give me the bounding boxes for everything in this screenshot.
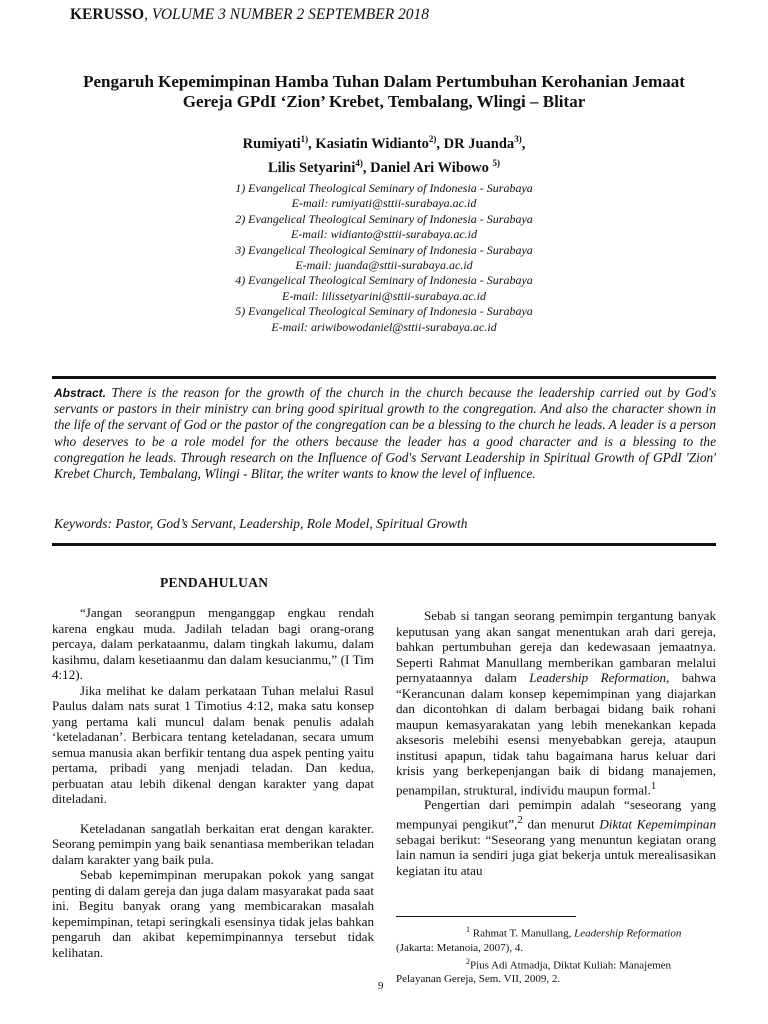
author-line-1	[60, 130, 708, 154]
running-header	[70, 6, 429, 24]
journal-name: KERUSSO	[70, 6, 145, 23]
footnote-rule	[396, 916, 576, 917]
affiliation-institution: 1) Evangelical Theological Seminary of Indonesia - Surabaya	[235, 181, 533, 195]
author-separator: ,	[308, 135, 316, 152]
title-line-2: Gereja GPdI ‘Zion’ Krebet, Tembalang, Wlingi – Blitar	[182, 92, 586, 111]
author-name: Lilis Setyarini	[267, 159, 356, 176]
book-title: Leadership Reformation	[529, 670, 667, 685]
footnote-ref: 1	[650, 779, 657, 792]
abstract-top-rule	[52, 376, 716, 379]
footnote-book-title: Leadership Reformation	[574, 927, 682, 940]
affiliation-list	[60, 181, 708, 335]
abstract-bottom-rule	[52, 543, 716, 546]
paragraph-text: sebagai berikut: “Seseorang yang menuntun kegiatan orang lain namun ia sendiri juga giat bekerja untuk merealisasikan kegiatan itu atau	[396, 831, 716, 878]
affiliation-institution: 4) Evangelical Theological Seminary of Indonesia - Surabaya	[235, 273, 533, 288]
author-separator: ,	[521, 135, 526, 152]
footnote-text: Pius Adi Atmadja, Diktat Kuliah: Manajemen Pelayanan Gereja, Sem. VII, 2009, 2.	[396, 959, 672, 986]
keywords: Keywords: Pastor, God’s Servant, Leadership, Role Model, Spiritual Growth	[54, 516, 468, 531]
author-name: Kasiatin Widianto	[315, 135, 429, 152]
left-column	[52, 605, 374, 960]
affiliation-institution: 2) Evangelical Theological Seminary of Indonesia - Surabaya	[235, 211, 533, 226]
title-line-1: Pengaruh Kepemimpinan Hamba Tuhan Dalam Pertumbuhan Kerohanian Jemaat	[83, 72, 685, 91]
author-line-2	[60, 154, 708, 178]
author-separator: ,	[362, 159, 371, 176]
paper-title	[40, 72, 728, 112]
paragraph	[396, 797, 716, 878]
footnote-text: Rahmat T. Manullang,	[470, 927, 575, 940]
footnotes	[396, 923, 716, 986]
author-separator: ,	[436, 135, 444, 152]
section-heading: PENDAHULUAN	[160, 575, 269, 590]
affiliation-email: E-mail: juanda@sttii-surabaya.ac.id	[295, 258, 473, 273]
affiliation-email: E-mail: rumiyati@sttii-surabaya.ac.id	[291, 196, 477, 211]
abstract-text: There is the reason for the growth of the church in the church because the leadership carried out by God's servants or pastors in their ministry can bring good spiritual growth to the congregation. And also the character shown in the life of the servant of God or the pastor of the congregation can be a blessing to the church he leads. A leader is a person who deserves to be a role model for the others because the leader has a good character and is a blessing to the congregation he leads. Through research on the Influence of God's Servant Leadership in Spiritual Growth of GPdI 'Zion' Krebet Church, Tembalang, Wlingi - Blitar, the writer wants to know the level of influence.	[54, 385, 716, 482]
paragraph: “Jangan seorangpun menganggap engkau rendah karena engkau muda. Jadilah teladan bagi orang-orang percaya, dalam perkataanmu, dalam tingkah lakumu, dalam kasihmu, dalam kesetiaanmu dan dalam kesucianmu,” (I Tim 4:12).	[52, 605, 374, 682]
author-name: DR Juanda	[443, 135, 515, 152]
affiliation-email: E-mail: lilissetyarini@sttii-surabaya.ac.id	[281, 288, 487, 303]
footnote-mark: 2	[466, 956, 470, 966]
author-mark: 3)	[514, 134, 522, 144]
affiliation-institution: 3) Evangelical Theological Seminary of Indonesia - Surabaya	[235, 242, 533, 257]
footnote-ref: 2	[517, 813, 523, 826]
journal-volume: , VOLUME 3 NUMBER 2 SEPTEMBER 2018	[144, 6, 430, 23]
paragraph	[396, 608, 716, 797]
author-name: Rumiyati	[242, 135, 301, 152]
author-mark: 1)	[300, 134, 309, 144]
abstract-label: Abstract.	[54, 386, 107, 400]
paragraph-text: Pengertian dari pemimpin adalah “seseorang yang mempunyai pengikut”,	[396, 797, 716, 832]
paragraph: Jika melihat ke dalam perkataan Tuhan melalui Rasul Paulus dalam nats surat 1 Timotius 4:12, maka satu konsep yang pertama kali muncul dalam benak penulis adalah ‘keteladanan’. Berbicara tentang keteladanan, secara umum semua manusia akan berfikir tentang dua aspek penting yaitu pertama, pribadi yang menjadi teladan. Dan kedua, perbuatan atau lebih dikenal dengan karakter yang dapat diteladani.	[52, 682, 374, 806]
affiliation-email: E-mail: ariwibowodaniel@sttii-surabaya.ac.id	[271, 319, 497, 334]
affiliation-institution: 5) Evangelical Theological Seminary of Indonesia - Surabaya	[235, 304, 533, 319]
right-column	[396, 608, 716, 878]
book-title: Diktat Kepemimpinan	[599, 816, 717, 832]
footnote	[396, 955, 716, 987]
paragraph-text: dan menurut	[522, 816, 600, 832]
author-list	[60, 130, 708, 178]
paragraph: Keteladanan sangatlah berkaitan erat dengan karakter. Seorang pemimpin yang baik senantiasa memberikan teladan dalam karakter yang baik pula.	[52, 820, 374, 867]
page-number: 9	[378, 980, 384, 992]
affiliation-email: E-mail: widianto@sttii-surabaya.ac.id	[290, 227, 478, 242]
paragraph-text: Sebab si tangan seorang pemimpin tergantung banyak keputusan yang akan sangat menentukan arah dari gereja, bahkan pertumbuhan gereja dan kedewasaan jemaatnya. Seperti Rahmat Manullang memberikan gambaran melalui pernyataannya dalam	[396, 608, 716, 685]
footnote-mark: 1	[466, 925, 470, 934]
paragraph-text: , bahwa “Kerancunan dalam konsep kepemimpinan yang diajarkan dan dicontohkan di dalam berbagai bidang baik rohani maupun kemasyarakatan yang lebih menekankan kepada aksesoris melebihi esensi menyebabkan gereja, ataupun institusi apapun, tidak tahu bagaimana harus keluar dari krisis yang berkepenjangan baik di bidang manajemen, penampilan, struktural, individu maupun formal.	[396, 670, 716, 797]
author-mark: 5)	[492, 157, 500, 168]
author-mark: 2)	[428, 134, 437, 144]
footnote	[396, 923, 716, 955]
paragraph: Sebab kepemimpinan merupakan pokok yang sangat penting di dalam gereja dan juga dalam masyarakat pada saat ini. Begitu banyak orang yang membicarakan masalah kepemimpinan, tetapi seringkali esensinya tidak jelas bahkan pengaruh dan akibat kepemimpinannya tersebut tidak kelihatan.	[52, 867, 374, 960]
author-name: Daniel Ari Wibowo	[370, 159, 493, 176]
footnote-text: (Jakarta: Metanoia, 2007), 4.	[396, 941, 524, 954]
abstract	[54, 385, 716, 482]
author-mark: 4)	[355, 157, 363, 168]
